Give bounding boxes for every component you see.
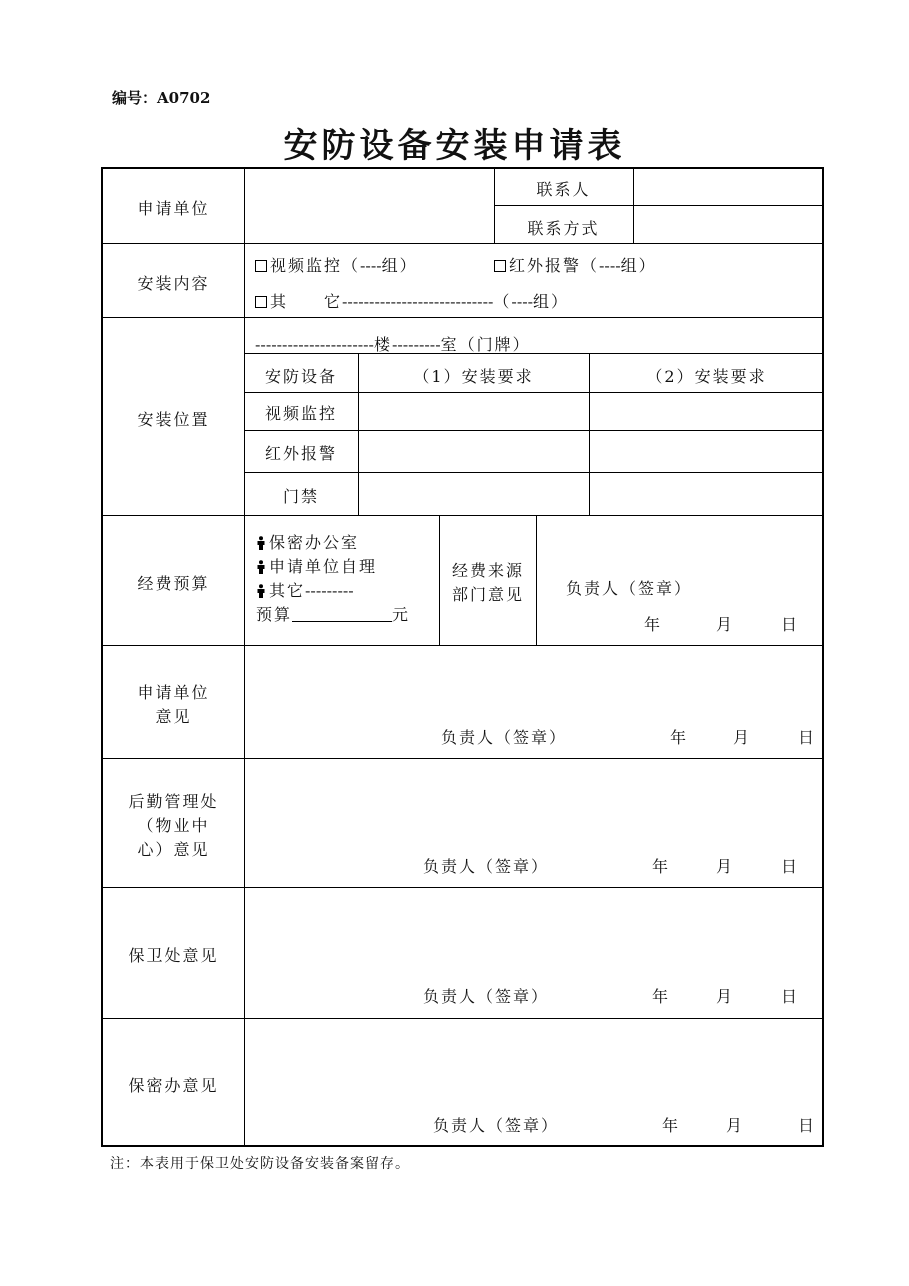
infrared-requirement-1-field[interactable]	[360, 432, 588, 471]
row-divider	[101, 1018, 824, 1019]
funding-source-opinion-label: 经费来源部门意见	[452, 561, 525, 604]
applicant-unit-field[interactable]	[246, 169, 493, 242]
contact-method-label: 联系方式	[527, 219, 600, 238]
logistics-day: 日	[781, 857, 800, 876]
logistics-opinion-label: 后勤管理处（物业中心）意见	[128, 792, 219, 859]
install-content-label: 安装内容	[137, 274, 210, 293]
budget-label: 经费预算	[137, 574, 210, 593]
budget-year: 年	[644, 615, 663, 634]
form-number: 编号：A0702	[112, 89, 211, 107]
confidentiality-year: 年	[662, 1116, 681, 1135]
row-divider	[101, 645, 824, 646]
budget-day: 日	[781, 615, 800, 634]
row-divider	[101, 515, 824, 516]
infrared-alarm-option[interactable]: 红外报警（----组）	[494, 253, 657, 276]
security-opinion-label: 保卫处意见	[128, 946, 219, 965]
video-monitor-option[interactable]: 视频监控（----组）	[255, 253, 418, 276]
row-divider	[101, 243, 824, 244]
budget-month: 月	[716, 615, 735, 634]
other-option[interactable]: 其 它----------------------------（----组）	[255, 289, 569, 312]
applicant-month: 月	[733, 728, 752, 747]
security-month: 月	[716, 987, 735, 1006]
row-divider	[101, 887, 824, 888]
install-location-label: 安装位置	[137, 410, 210, 429]
other-checkbox[interactable]	[255, 296, 267, 308]
person-icon	[256, 536, 266, 550]
video-monitor-checkbox[interactable]	[255, 260, 267, 272]
video-requirement-2-field[interactable]	[591, 394, 822, 429]
applicant-year: 年	[670, 728, 689, 747]
confidentiality-opinion-label: 保密办意见	[128, 1076, 219, 1095]
logistics-year: 年	[652, 857, 671, 876]
security-signature: 负责人（签章）	[423, 987, 550, 1006]
applicant-unit-label: 申请单位	[137, 199, 210, 218]
video-requirement-1-field[interactable]	[360, 394, 588, 429]
contact-method-field[interactable]	[635, 207, 822, 242]
confidentiality-signature: 负责人（签章）	[433, 1116, 560, 1135]
access-requirement-1-field[interactable]	[360, 474, 588, 514]
requirement-1-header: （1）安装要求	[413, 367, 534, 386]
contact-person-field[interactable]	[635, 169, 822, 204]
applicant-day: 日	[798, 728, 817, 747]
confidentiality-month: 月	[726, 1116, 745, 1135]
confidentiality-day: 日	[798, 1116, 817, 1135]
applicant-opinion-label: 申请单位意见	[137, 683, 210, 726]
cell-divider	[244, 392, 824, 393]
device-access-control: 门禁	[282, 487, 319, 506]
cell-divider	[244, 430, 824, 431]
device-infrared-alarm: 红外报警	[264, 444, 337, 463]
logistics-month: 月	[716, 857, 735, 876]
access-requirement-2-field[interactable]	[591, 474, 822, 514]
building-room-line[interactable]: ----------------------楼---------室（门牌）	[255, 335, 531, 354]
contact-person-label: 联系人	[536, 180, 591, 199]
device-video-monitor: 视频监控	[264, 404, 337, 423]
budget-option-security-office[interactable]: 保密办公室	[256, 530, 359, 553]
budget-option-other[interactable]: 其它---------	[256, 578, 354, 601]
cell-divider	[244, 472, 824, 473]
cell-divider	[439, 515, 440, 646]
infrared-requirement-2-field[interactable]	[591, 432, 822, 471]
security-year: 年	[652, 987, 671, 1006]
budget-amount-line[interactable]: 预算 元	[256, 605, 411, 624]
infrared-alarm-checkbox[interactable]	[494, 260, 506, 272]
cell-divider	[244, 353, 824, 354]
form-title: 安防设备安装申请表	[283, 126, 626, 166]
budget-option-self-funded[interactable]: 申请单位自理	[256, 554, 377, 577]
footer-note: 注：本表用于保卫处安防设备安装备案留存。	[110, 1156, 410, 1172]
budget-amount-field[interactable]	[292, 607, 392, 622]
requirement-2-header: （2）安装要求	[646, 367, 767, 386]
logistics-signature: 负责人（签章）	[423, 857, 550, 876]
cell-divider	[536, 515, 537, 646]
row-divider	[101, 317, 824, 318]
person-icon	[256, 584, 266, 598]
budget-signature: 负责人（签章）	[566, 579, 693, 598]
row-divider	[101, 758, 824, 759]
cell-divider	[494, 205, 824, 206]
device-header: 安防设备	[264, 367, 337, 386]
security-day: 日	[781, 987, 800, 1006]
applicant-signature: 负责人（签章）	[441, 728, 568, 747]
person-icon	[256, 560, 266, 574]
label-column-divider	[244, 167, 245, 1147]
